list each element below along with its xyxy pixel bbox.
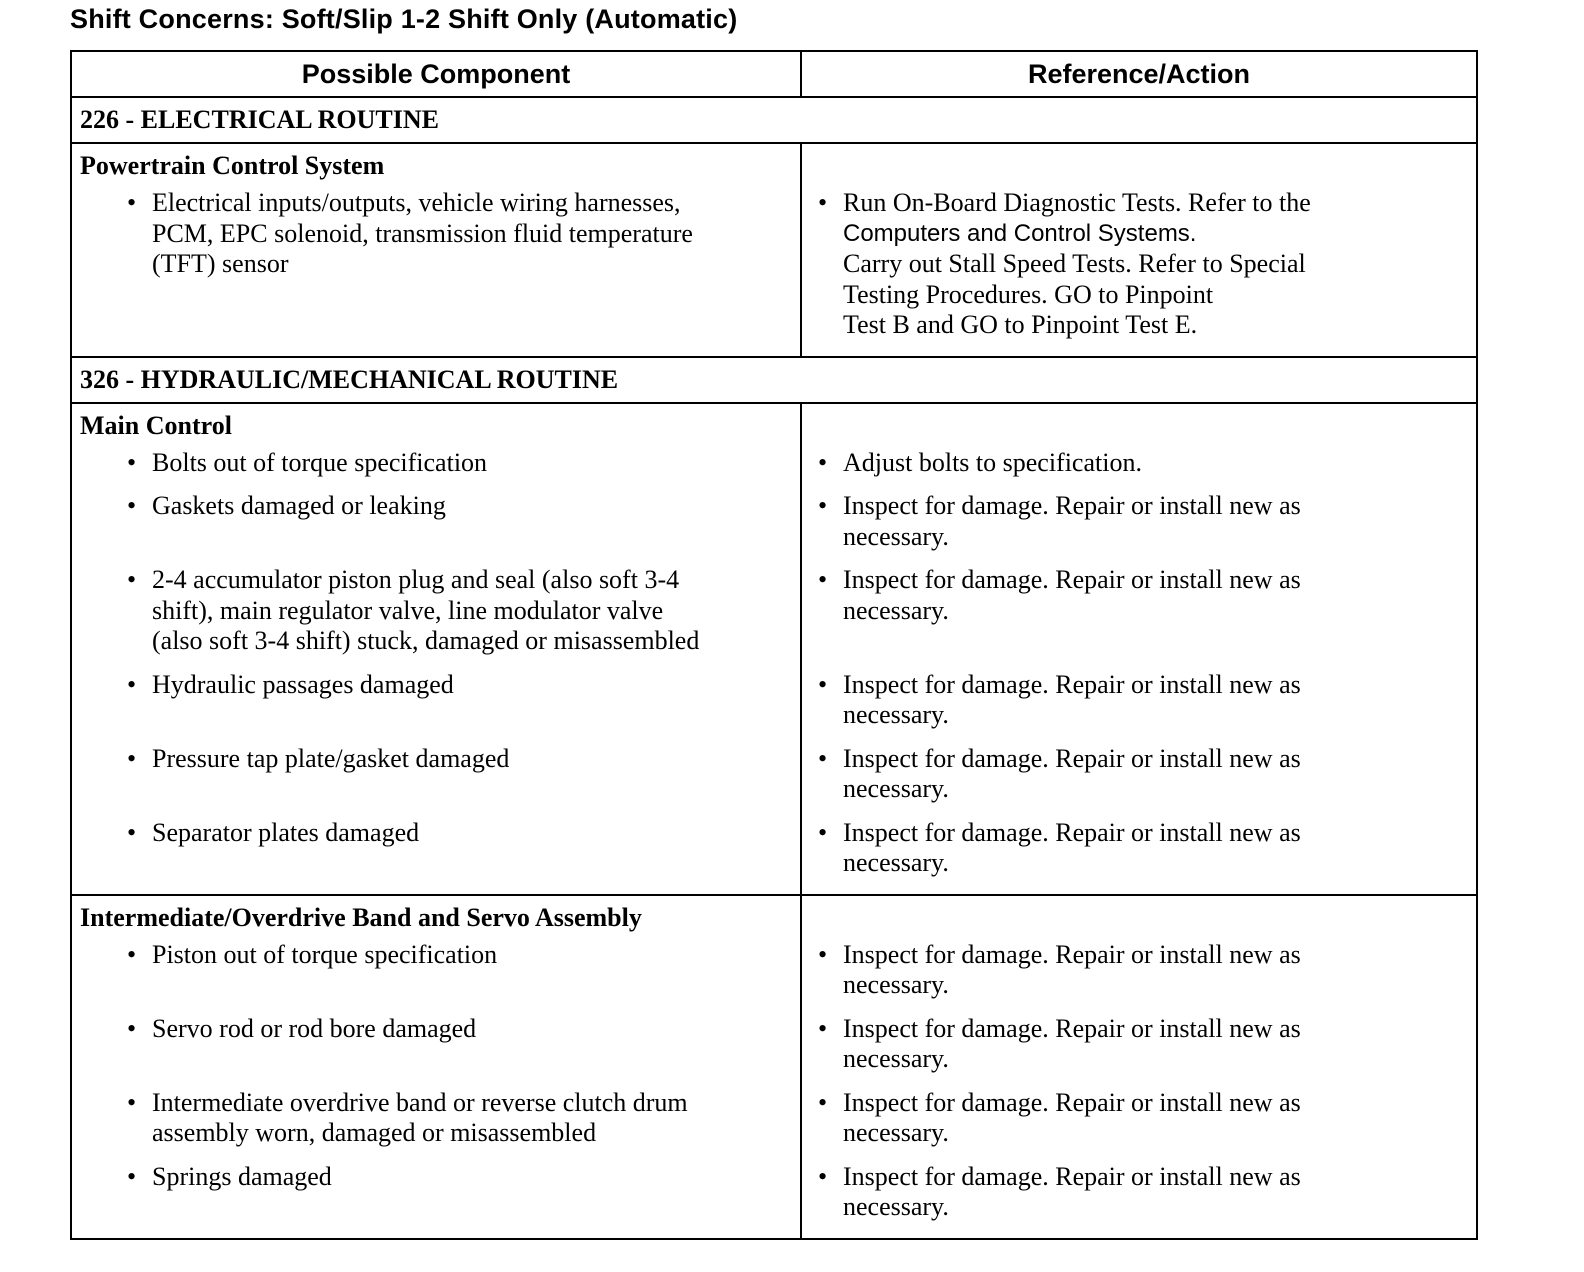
section-title: Main Control xyxy=(80,410,232,440)
bullet-icon: • xyxy=(818,188,828,217)
bullet-icon: • xyxy=(127,447,137,477)
text-line: Inspect for damage. Repair or install new as xyxy=(843,743,1301,773)
bullet-icon: • xyxy=(127,1087,137,1117)
text-line: (TFT) sensor xyxy=(152,249,289,278)
text-line: Inspect for damage. Repair or install new as xyxy=(843,939,1301,969)
bullet-icon: • xyxy=(818,1087,828,1117)
bullet-icon: • xyxy=(127,669,137,699)
text-line: Inspect for damage. Repair or install new as xyxy=(843,1087,1301,1117)
action-item xyxy=(802,565,1476,657)
text-line: Intermediate overdrive band or reverse clutch drum xyxy=(152,1087,688,1117)
text-line: necessary. xyxy=(843,774,949,803)
text-line: Bolts out of torque specification xyxy=(152,447,488,477)
text-line: Inspect for damage. Repair or install new as xyxy=(843,565,1301,594)
text-line: necessary. xyxy=(843,1044,949,1073)
action-item xyxy=(802,670,1476,731)
text-line: Adjust bolts to specification. xyxy=(843,447,1142,477)
bullet-icon: • xyxy=(127,565,137,594)
component-item xyxy=(72,1162,800,1223)
component-item xyxy=(72,670,800,731)
text-line: necessary. xyxy=(843,848,949,877)
action-cell xyxy=(802,404,1476,894)
bullet-icon: • xyxy=(127,491,137,520)
section-band-and-servo xyxy=(72,896,1476,1238)
text-line: PCM, EPC solenoid, transmission fluid temperature xyxy=(152,218,693,248)
text-line: shift), main regulator valve, line modulator valve xyxy=(152,595,664,625)
action-item xyxy=(802,1088,1476,1149)
text-line: Carry out Stall Speed Tests. Refer to Special xyxy=(843,249,1306,278)
action-item xyxy=(802,491,1476,552)
table-header-row xyxy=(72,52,1476,98)
header-possible-component: Possible Component xyxy=(72,52,802,96)
bullet-icon: • xyxy=(818,817,828,847)
bullet-icon: • xyxy=(818,743,828,773)
text-line: Inspect for damage. Repair or install new as xyxy=(843,817,1301,847)
text-line: necessary. xyxy=(843,700,949,729)
bullet-icon: • xyxy=(127,743,137,773)
action-item xyxy=(802,744,1476,805)
text-line: Springs damaged xyxy=(152,1161,332,1191)
bullet-icon: • xyxy=(818,1161,828,1191)
action-cell xyxy=(802,896,1476,1238)
action-cell xyxy=(802,144,1476,356)
component-cell xyxy=(72,404,802,894)
text-line: (also soft 3-4 shift) stuck, damaged or misassembled xyxy=(152,626,700,655)
bullet-icon: • xyxy=(127,817,137,847)
text-line: Run On-Board Diagnostic Tests. Refer to the xyxy=(843,188,1311,217)
bullet-icon: • xyxy=(127,939,137,969)
section-title: Intermediate/Overdrive Band and Servo Assembly xyxy=(80,902,642,932)
text-line: Inspect for damage. Repair or install new as xyxy=(843,669,1301,699)
component-item xyxy=(72,1088,800,1149)
text-line: Hydraulic passages damaged xyxy=(152,669,454,699)
component-item xyxy=(72,491,800,552)
text-line: Inspect for damage. Repair or install new as xyxy=(843,491,1301,520)
component-cell xyxy=(72,144,802,356)
text-line: necessary. xyxy=(843,521,949,551)
routine-electrical-heading: 226 - ELECTRICAL ROUTINE xyxy=(72,98,1476,144)
text-line: Separator plates damaged xyxy=(152,817,420,847)
action-item xyxy=(802,188,1476,341)
text-line: Pressure tap plate/gasket damaged xyxy=(152,743,510,773)
section-main-control xyxy=(72,404,1476,896)
text-line: Inspect for damage. Repair or install new as xyxy=(843,1013,1301,1043)
component-cell xyxy=(72,896,802,1238)
component-item xyxy=(72,744,800,805)
bullet-icon: • xyxy=(127,1161,137,1191)
component-item xyxy=(72,565,800,657)
text-line: Gaskets damaged or leaking xyxy=(152,491,446,520)
text-line: necessary. xyxy=(843,1192,949,1221)
shift-concerns-table xyxy=(70,50,1478,1240)
text-line: Servo rod or rod bore damaged xyxy=(152,1013,477,1043)
text-line: Electrical inputs/outputs, vehicle wiring harnesses, xyxy=(152,188,681,217)
section-powertrain-control-system xyxy=(72,144,1476,358)
routine-hydraulic-heading: 326 - HYDRAULIC/MECHANICAL ROUTINE xyxy=(72,358,1476,404)
action-item xyxy=(802,448,1476,479)
action-item xyxy=(802,1162,1476,1223)
text-line: Inspect for damage. Repair or install new as xyxy=(843,1161,1301,1191)
section-title: Powertrain Control System xyxy=(80,151,385,180)
action-item xyxy=(802,1014,1476,1075)
page-title: Shift Concerns: Soft/Slip 1-2 Shift Only (Automatic) xyxy=(70,4,738,34)
bullet-icon: • xyxy=(127,188,137,217)
action-item xyxy=(802,940,1476,1001)
component-item xyxy=(72,188,800,280)
action-item xyxy=(802,818,1476,879)
bullet-icon: • xyxy=(818,669,828,699)
header-reference-action: Reference/Action xyxy=(1027,58,1251,89)
bullet-icon: • xyxy=(818,939,828,969)
component-item xyxy=(72,1014,800,1075)
text-line: Piston out of torque specification xyxy=(152,939,498,969)
text-line: necessary. xyxy=(843,595,949,625)
bullet-icon: • xyxy=(818,447,828,477)
bullet-icon: • xyxy=(127,1013,137,1043)
text-line: Test B and GO to Pinpoint Test E. xyxy=(843,310,1198,339)
text-line: Testing Procedures. GO to Pinpoint xyxy=(843,279,1214,309)
component-item xyxy=(72,818,800,879)
component-item xyxy=(72,940,800,1001)
bullet-icon: • xyxy=(818,565,828,594)
text-line: assembly worn, damaged or misassembled xyxy=(152,1118,597,1147)
bullet-icon: • xyxy=(818,1013,828,1043)
component-item xyxy=(72,448,800,479)
text-line: 2-4 accumulator piston plug and seal (also soft 3-4 xyxy=(152,565,680,594)
text-line: necessary. xyxy=(843,970,949,999)
text-line: necessary. xyxy=(843,1118,949,1147)
bullet-icon: • xyxy=(818,491,828,520)
reference-link-computers-and-control-systems[interactable]: Computers and Control Systems. xyxy=(843,219,1197,247)
